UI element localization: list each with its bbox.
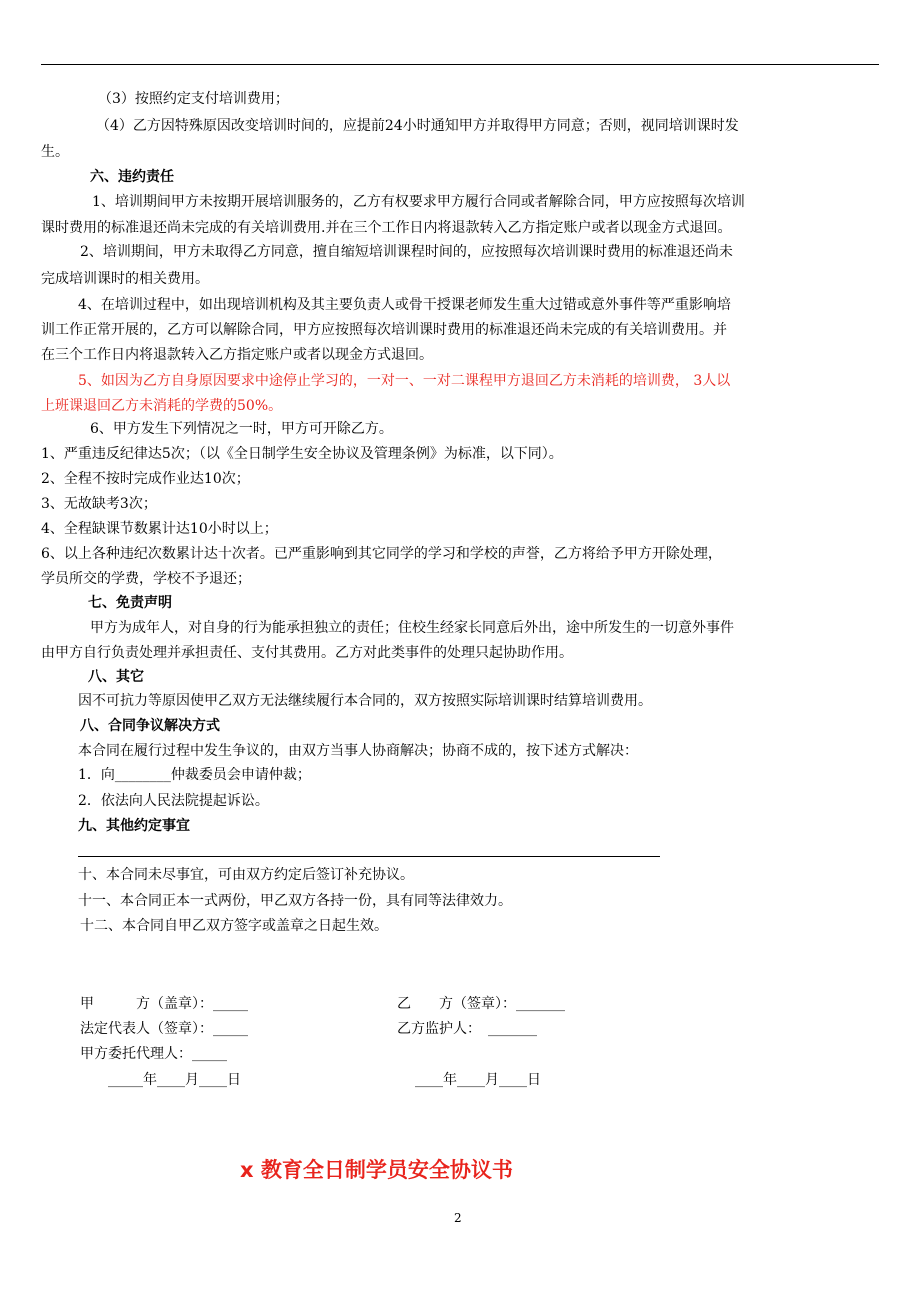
body-line: 本合同在履行过程中发生争议的，由双方当事人协商解决；协商不成的，按下述方式解决： — [78, 743, 638, 759]
next-document-title: x 教育全日制学员安全协议书 — [240, 1158, 513, 1182]
body-line: 上班课退回乙方未消耗的学费的50%。 — [41, 398, 283, 414]
party-b-guardian-field[interactable]: 乙方监护人： _______ — [397, 1021, 537, 1037]
body-line: 1、严重违反纪律达5次；（以《全日制学生安全协议及管理条例》为标准，以下同）。 — [41, 446, 563, 462]
page-number: 2 — [454, 1211, 462, 1225]
legal-rep-field[interactable]: 法定代表人（签章）：_____ — [80, 1021, 248, 1037]
body-line: 生。 — [41, 144, 69, 160]
body-line: 因不可抗力等原因使甲乙双方无法继续履行本合同的，双方按照实际培训课时结算培训费用。 — [78, 693, 652, 709]
body-line: 6、甲方发生下列情况之一时，甲方可开除乙方。 — [90, 421, 393, 437]
body-line: 十一、本合同正本一式两份，甲乙双方各持一份，具有同等法律效力。 — [78, 893, 512, 909]
other-terms-blank-line[interactable] — [78, 856, 660, 857]
body-line: （3）按照约定支付培训费用； — [98, 91, 289, 107]
body-line: 十二、本合同自甲乙双方签字或盖章之日起生效。 — [80, 918, 388, 934]
section-heading: 八、其它 — [88, 669, 144, 685]
party-a-date-field[interactable]: _____年____月____日 — [108, 1072, 241, 1088]
party-b-date-field[interactable]: ____年____月____日 — [415, 1072, 541, 1088]
party-b-sign-field[interactable]: 乙 方（签章）：_______ — [397, 996, 565, 1012]
body-line: 2、全程不按时完成作业达10次； — [41, 471, 250, 487]
section-heading: 七、免责声明 — [88, 595, 172, 611]
body-line: 4、在培训过程中，如出现培训机构及其主要负责人或骨干授课老师发生重大过错或意外事件等严重影响培 — [78, 297, 731, 313]
body-line: 由甲方自行负责处理并承担责任、支付其费用。乙方对此类事件的处理只起协助作用。 — [41, 645, 573, 661]
section-heading: 八、合同争议解决方式 — [80, 718, 220, 734]
body-line: 完成培训课时的相关费用。 — [41, 271, 209, 287]
body-line: 4、全程缺课节数累计达10小时以上； — [41, 521, 278, 537]
body-line: 3、无故缺考3次； — [41, 496, 157, 512]
party-a-seal-field[interactable]: 甲 方（盖章）：_____ — [80, 996, 248, 1012]
body-line: 1、培训期间甲方未按期开展培训服务的，乙方有权要求甲方履行合同或者解除合同，甲方应按照每次培训 — [92, 194, 745, 210]
body-line: 2．依法向人民法院提起诉讼。 — [78, 793, 269, 809]
section-heading: 九、其他约定事宜 — [78, 818, 190, 834]
header-rule — [41, 64, 879, 65]
party-a-agent-field[interactable]: 甲方委托代理人：_____ — [80, 1046, 227, 1062]
body-line: 1．向________仲裁委员会申请仲裁； — [78, 767, 311, 783]
body-line: 学员所交的学费，学校不予退还； — [41, 571, 251, 587]
body-line: （4）乙方因特殊原因改变培训时间的，应提前24小时通知甲方并取得甲方同意；否则，视同培训课时发 — [96, 118, 739, 134]
body-line: 课时费用的标准退还尚未完成的有关培训费用.并在三个工作日内将退款转入乙方指定账户或者以现金方式退回。 — [41, 220, 732, 236]
body-line: 十、本合同未尽事宜，可由双方约定后签订补充协议。 — [78, 867, 414, 883]
body-line: 6、以上各种违纪次数累计达十次者。已严重影响到其它同学的学习和学校的声誉，乙方将给予甲方开除处理， — [41, 546, 722, 562]
body-line: 训工作正常开展的，乙方可以解除合同，甲方应按照每次培训课时费用的标准退还尚未完成的有关培训费用。并 — [41, 322, 727, 338]
body-line: 2、培训期间，甲方未取得乙方同意，擅自缩短培训课程时间的，应按照每次培训课时费用的标准退还尚未 — [80, 244, 733, 260]
body-line: 5、如因为乙方自身原因要求中途停止学习的，一对一、一对二课程甲方退回乙方未消耗的培训费， 3人以 — [78, 373, 731, 389]
section-heading: 六、违约责任 — [90, 169, 174, 185]
body-line: 在三个工作日内将退款转入乙方指定账户或者以现金方式退回。 — [41, 347, 433, 363]
body-line: 甲方为成年人，对自身的行为能承担独立的责任；住校生经家长同意后外出，途中所发生的一切意外事件 — [90, 620, 734, 636]
